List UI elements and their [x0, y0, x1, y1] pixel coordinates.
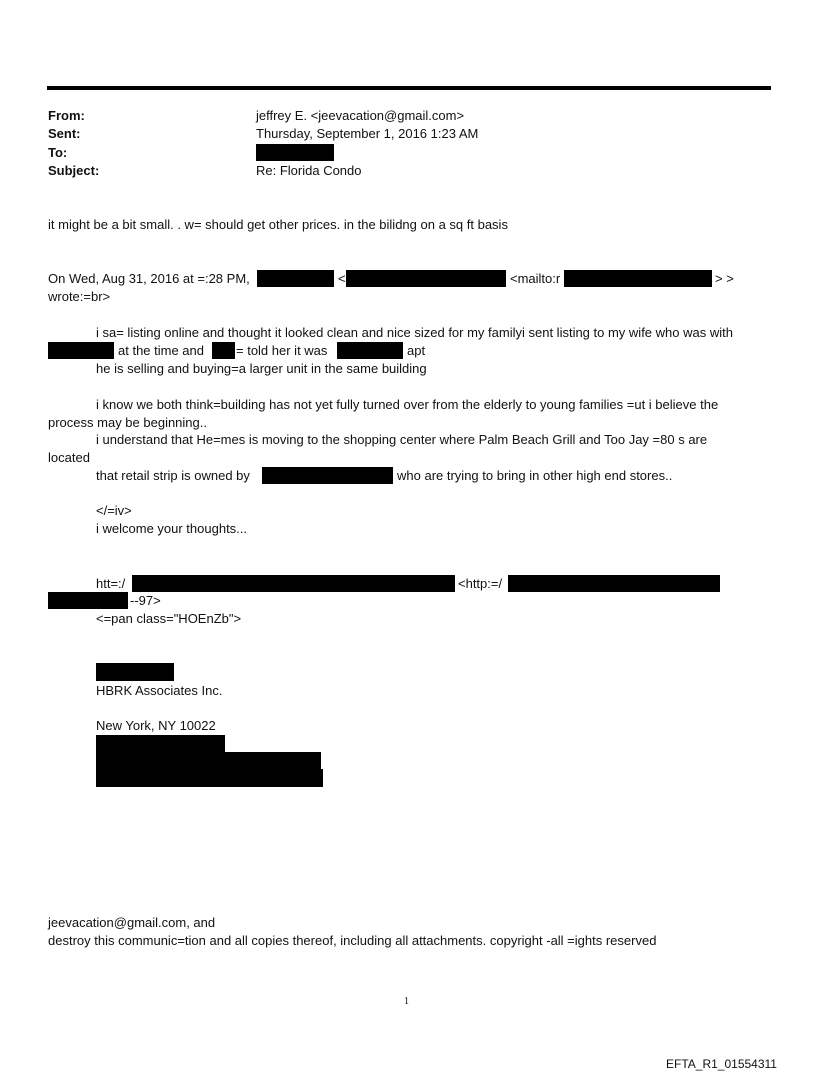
link-prefix: htt=:/	[96, 576, 126, 591]
header-divider	[47, 86, 771, 90]
company-name: HBRK Associates Inc.	[96, 683, 223, 698]
p1-line3: he is selling and buying=a larger unit in the same building	[96, 361, 427, 376]
sent-label: Sent:	[48, 126, 81, 141]
div-close-text: </=iv>	[96, 503, 132, 518]
sent-value: Thursday, September 1, 2016 1:23 AM	[256, 126, 479, 141]
from-label: From:	[48, 108, 85, 123]
p2-line1: i know we both think=building has not yet fully turned over from the elderly to young families =ut i believe the	[96, 397, 719, 412]
p1-line2b: = told her it was	[236, 343, 328, 358]
owner-redaction	[262, 467, 393, 484]
to-redaction	[256, 144, 334, 161]
address-redaction-1	[96, 735, 225, 752]
p1-line1: i sa= listing online and thought it looked clean and nice sized for my familyi sent listing to my wife who was with	[96, 325, 733, 340]
sender-name-redaction	[257, 270, 334, 287]
link-redaction-1	[132, 575, 455, 592]
disclaimer-line2: destroy this communic=tion and all copies thereof, including all attachments. copyright -all =ights reserved	[48, 933, 657, 948]
p1-redaction-1	[48, 342, 114, 359]
from-value: jeffrey E. <jeevacation@gmail.com>	[256, 108, 465, 123]
link-redaction-2	[508, 575, 720, 592]
mailto-redaction	[564, 270, 712, 287]
quote-lt: <	[338, 271, 346, 286]
link-http: <http:=/	[458, 576, 503, 591]
p2-line2: process may be beginning..	[48, 415, 207, 430]
link-redaction-3	[48, 592, 128, 609]
quote-mailto: <mailto:r	[510, 271, 561, 286]
company-city: New York, NY 10022	[96, 718, 216, 733]
page-number: 1	[404, 996, 409, 1007]
signature-name-redaction	[96, 663, 174, 681]
p2-line5a: that retail strip is owned by	[96, 468, 250, 483]
p1-line2c: apt	[407, 343, 426, 358]
welcome-text: i welcome your thoughts...	[96, 521, 248, 536]
document-id: EFTA_R1_01554311	[666, 1057, 777, 1071]
p1-redaction-2	[212, 342, 235, 359]
span-text: <=pan class="HOEnZb">	[96, 611, 242, 626]
p1-redaction-3	[337, 342, 403, 359]
link-suffix: --97>	[130, 593, 161, 608]
address-redaction-2	[96, 752, 321, 769]
to-label: To:	[48, 145, 68, 160]
reply-text: it might be a bit small. . w= should get other prices. in the bilidng on a sq ft basis	[48, 217, 508, 232]
subject-value: Re: Florida Condo	[256, 163, 362, 178]
quote-gt: > >	[715, 271, 734, 286]
p2-line5b: who are trying to bring in other high end stores..	[397, 468, 673, 483]
p2-line3: i understand that He=mes is moving to the shopping center where Palm Beach Grill and Too Jay =80 s are	[96, 432, 708, 447]
p2-line4: located	[48, 450, 90, 465]
subject-label: Subject:	[48, 163, 100, 178]
quote-on-text: On Wed, Aug 31, 2016 at =:28 PM,	[48, 271, 250, 286]
quote-wrote: wrote:=br>	[48, 289, 111, 304]
sender-email-redaction	[346, 270, 506, 287]
address-redaction-3	[96, 769, 323, 787]
p1-line2a: at the time and	[118, 343, 204, 358]
disclaimer-line1: jeevacation@gmail.com, and	[48, 915, 216, 930]
